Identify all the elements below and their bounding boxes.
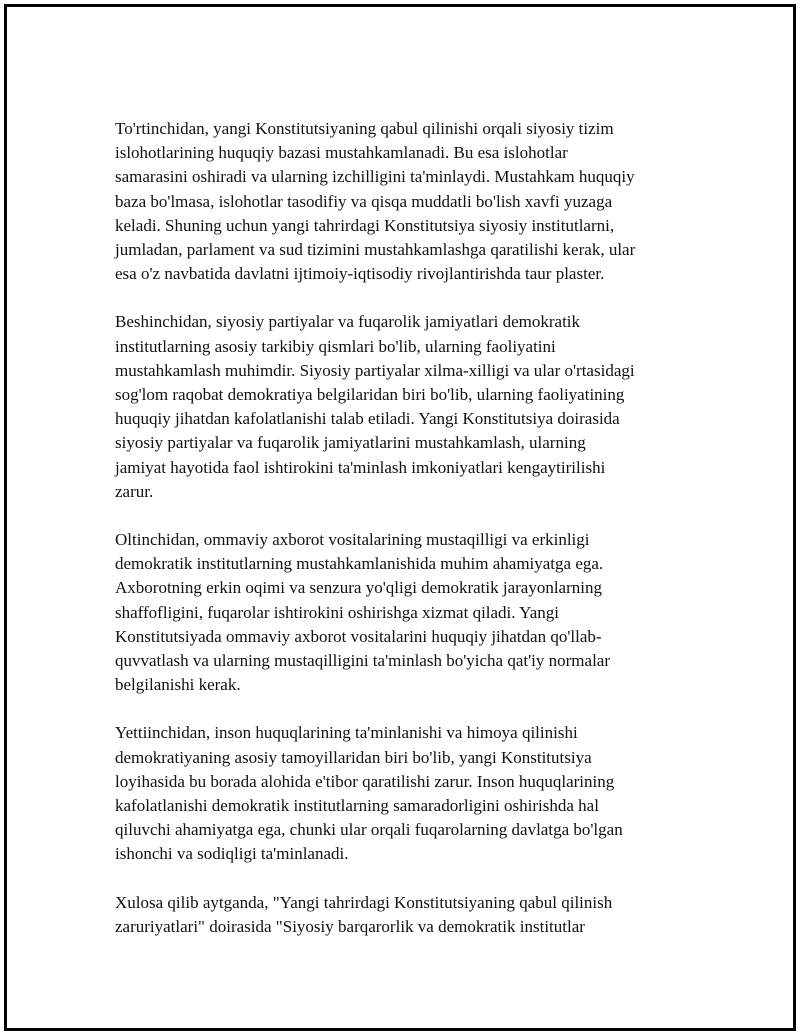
paragraph-line: qiluvchi ahamiyatga ega, chunki ular orqali fuqarolarning davlatga bo'lgan	[115, 820, 623, 840]
paragraph-line: Oltinchidan, ommaviy axborot vositalarining mustaqilligi va erkinligi	[115, 530, 590, 550]
paragraph-line: Konstitutsiyada ommaviy axborot vositalarini huquqiy jihatdan qo'llab-	[115, 626, 602, 646]
paragraph-line: zaruriyatlari" doirasida "Siyosiy barqarorlik va demokratik institutlar	[115, 916, 585, 936]
paragraph-2	[115, 310, 690, 504]
paragraph-line: keladi. Shuning uchun yangi tahrirdagi Konstitutsiya siyosiy institutlarni,	[115, 215, 615, 235]
paragraph-line: demokratik institutlarning mustahkamlanishida muhim ahamiyatga ega.	[115, 554, 604, 574]
paragraph-line: belgilanishi kerak.	[115, 675, 241, 695]
paragraph-line: Xulosa qilib aytganda, "Yangi tahrirdagi Konstitutsiyaning qabul qilinish	[115, 892, 613, 912]
paragraph-line: baza bo'lmasa, islohotlar tasodifiy va qisqa muddatli bo'lish xavfi yuzaga	[115, 191, 613, 211]
paragraph-line: zarur.	[115, 481, 154, 501]
paragraph-3	[115, 528, 690, 697]
paragraph-4	[115, 721, 690, 866]
paragraph-5	[115, 891, 690, 939]
paragraph-line: esa o'z navbatida davlatni ijtimoiy-iqtisodiy rivojlantirishda taur plaster.	[115, 264, 605, 284]
paragraph-line: To'rtinchidan, yangi Konstitutsiyaning qabul qilinishi orqali siyosiy tizim	[115, 119, 614, 138]
paragraph-line: shaffofligini, fuqarolar ishtirokini oshirishga xizmat qiladi. Yangi	[115, 602, 559, 622]
paragraph-line: Beshinchidan, siyosiy partiyalar va fuqarolik jamiyatlari demokratik	[115, 312, 581, 332]
paragraph-line: jamiyat hayotida faol ishtirokini ta'minlash imkoniyatlari kengaytirilishi	[115, 457, 606, 477]
paragraph-line: islohotlarining huquqiy bazasi mustahkamlanadi. Bu esa islohotlar	[115, 143, 568, 163]
paragraph-line: siyosiy partiyalar va fuqarolik jamiyatlarini mustahkamlash, ularning	[115, 433, 586, 453]
document-body	[115, 117, 690, 963]
paragraph-line: Axborotning erkin oqimi va senzura yo'qligi demokratik jarayonlarning	[115, 578, 602, 598]
paragraph-line: samarasini oshiradi va ularning izchilligini ta'minlaydi. Mustahkam huquqiy	[115, 167, 635, 187]
paragraph-line: huquqiy jihatdan kafolatlanishi talab etiladi. Yangi Konstitutsiya doirasida	[115, 409, 620, 429]
paragraph-line: quvvatlash va ularning mustaqilligini ta'minlash bo'yicha qat'iy normalar	[115, 651, 611, 671]
paragraph-line: sog'lom raqobat demokratiya belgilaridan biri bo'lib, ularning faoliyatining	[115, 385, 625, 405]
paragraph-line: demokratiyaning asosiy tamoyillaridan biri bo'lib, yangi Konstitutsiya	[115, 747, 592, 767]
paragraph-line: loyihasida bu borada alohida e'tibor qaratilishi zarur. Inson huquqlarining	[115, 771, 615, 791]
paragraph-line: jumladan, parlament va sud tizimini mustahkamlashga qaratilishi kerak, ular	[115, 240, 636, 260]
paragraph-line: institutlarning asosiy tarkibiy qismlari bo'lib, ularning faoliyatini	[115, 336, 556, 356]
paragraph-1	[115, 117, 690, 286]
paragraph-line: kafolatlanishi demokratik institutlarning samaradorligini oshirishda hal	[115, 796, 599, 816]
paragraph-line: mustahkamlash muhimdir. Siyosiy partiyalar xilma-xilligi va ular o'rtasidagi	[115, 360, 635, 380]
paragraph-line: Yettiinchidan, inson huquqlarining ta'minlanishi va himoya qilinishi	[115, 723, 578, 743]
paragraph-line: ishonchi va sodiqligi ta'minlanadi.	[115, 844, 349, 864]
